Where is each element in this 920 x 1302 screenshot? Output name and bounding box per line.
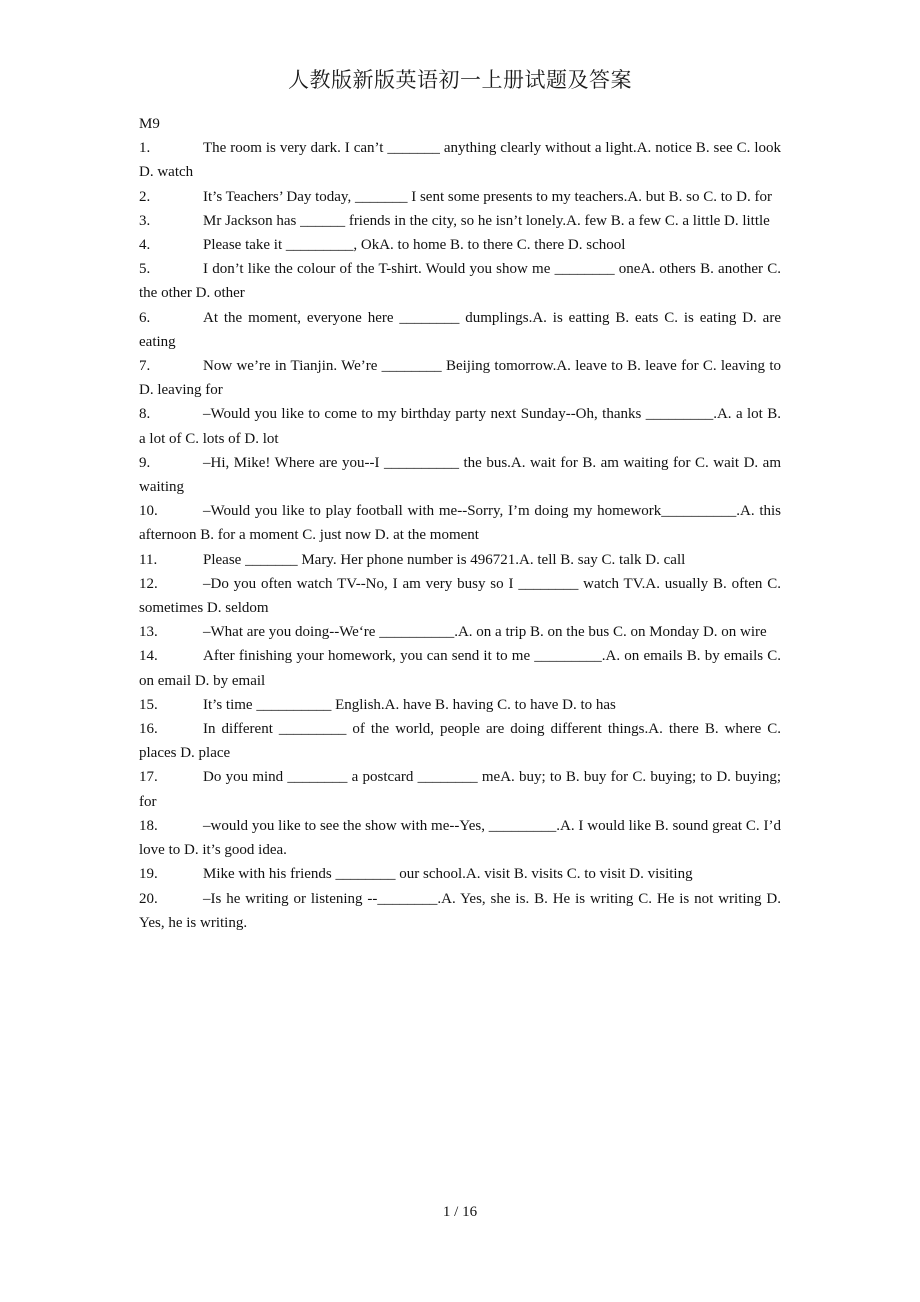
question-number: 7. [139, 358, 151, 375]
question-number: 10. [139, 503, 158, 520]
question-text: –would you like to see the show with me--Yes, _________.A. I would like B. sound great C. I’d love to D. it’s good idea. [139, 817, 781, 859]
question-number: 14. [139, 648, 158, 665]
document-title: 人教版新版英语初一上册试题及答案 [288, 68, 632, 92]
question-number: 15. [139, 696, 158, 713]
question-number: 8. [139, 406, 151, 423]
question-item [139, 136, 781, 184]
question-number: 12. [139, 575, 158, 592]
question-item [139, 354, 781, 402]
question-text: In different _________ of the world, people are doing different things.A. there B. where C. places D. place [139, 721, 781, 762]
question-list [139, 136, 781, 935]
question-text: Now we’re in Tianjin. We’re ________ Beijing tomorrow.A. leave to B. leave for C. leaving to D. leaving for [139, 358, 781, 399]
section-label: M9 [139, 116, 160, 132]
question-number: 13. [139, 624, 158, 641]
question-text: At the moment, everyone here ________ dumplings.A. is eatting B. eats C. is eating D. are eating [139, 309, 781, 350]
question-text: –What are you doing--We‘re __________.A. on a trip B. on the bus C. on Monday D. on wire [203, 624, 767, 641]
page-number: 1 / 16 [442, 1204, 478, 1220]
question-text: –Would you like to come to my birthday party next Sunday--Oh, thanks _________.A. a lot B. a lot of C. lots of D. lot [139, 406, 781, 447]
question-number: 17. [139, 769, 158, 786]
question-text: I don’t like the colour of the T-shirt. Would you show me ________ oneA. others B. another C. the other D. other [139, 261, 781, 302]
question-text: Mike with his friends ________ our school.A. visit B. visits C. to visit D. visiting [203, 866, 693, 883]
question-text: Mr Jackson has ______ friends in the city, so he isn’t lonely.A. few B. a few C. a little D. little [203, 212, 770, 229]
question-text: –Do you often watch TV--No, I am very busy so I ________ watch TV.A. usually B. often C. sometimes D. seldom [139, 575, 781, 617]
question-item [139, 233, 781, 257]
question-text: The room is very dark. I can’t _______ anything clearly without a light.A. notice B. see C. look D. watch [139, 140, 781, 181]
question-number: 2. [139, 188, 151, 205]
question-number: 4. [139, 237, 151, 254]
question-number: 3. [139, 212, 151, 229]
question-item [139, 185, 781, 209]
question-number: 20. [139, 890, 158, 907]
question-item [139, 644, 781, 692]
question-number: 19. [139, 866, 158, 883]
question-number: 18. [139, 817, 158, 834]
question-item [139, 887, 781, 935]
question-text: Please take it _________, OkA. to home B. to there C. there D. school [203, 237, 626, 254]
question-item [139, 765, 781, 813]
question-item [139, 499, 781, 547]
question-item [139, 862, 781, 886]
question-item [139, 693, 781, 717]
question-item [139, 209, 781, 233]
question-item [139, 451, 781, 499]
question-item [139, 717, 781, 765]
question-item [139, 814, 781, 862]
question-text: –Would you like to play football with me--Sorry, I’m doing my homework__________.A. this afternoon B. for a moment C. just now D. at the moment [139, 503, 781, 544]
question-number: 11. [139, 551, 158, 568]
document-body [139, 112, 781, 935]
question-text: Do you mind ________ a postcard ________ meA. buy; to B. buy for C. buying; to D. buying; for [139, 769, 781, 810]
question-text: Please _______ Mary. Her phone number is 496721.A. tell B. say C. talk D. call [203, 551, 686, 568]
question-item [139, 572, 781, 620]
question-text: It’s Teachers’ Day today, _______ I sent some presents to my teachers.A. but B. so C. to D. for [203, 188, 772, 205]
question-number: 5. [139, 261, 151, 278]
question-text: After finishing your homework, you can send it to me _________.A. on emails B. by emails C. on email D. by email [139, 648, 781, 689]
question-item [139, 257, 781, 305]
question-text: –Hi, Mike! Where are you--I __________ the bus.A. wait for B. am waiting for C. wait D. am waiting [139, 454, 781, 496]
question-number: 6. [139, 309, 151, 326]
question-item [139, 620, 781, 644]
question-number: 1. [139, 140, 151, 157]
question-item [139, 548, 781, 572]
question-item [139, 402, 781, 450]
question-text: –Is he writing or listening --________.A. Yes, she is. B. He is writing C. He is not writing D. Yes, he is writing. [139, 890, 781, 931]
question-number: 16. [139, 721, 158, 738]
question-item [139, 306, 781, 354]
question-number: 9. [139, 454, 151, 471]
question-text: It’s time __________ English.A. have B. having C. to have D. to has [203, 696, 616, 713]
